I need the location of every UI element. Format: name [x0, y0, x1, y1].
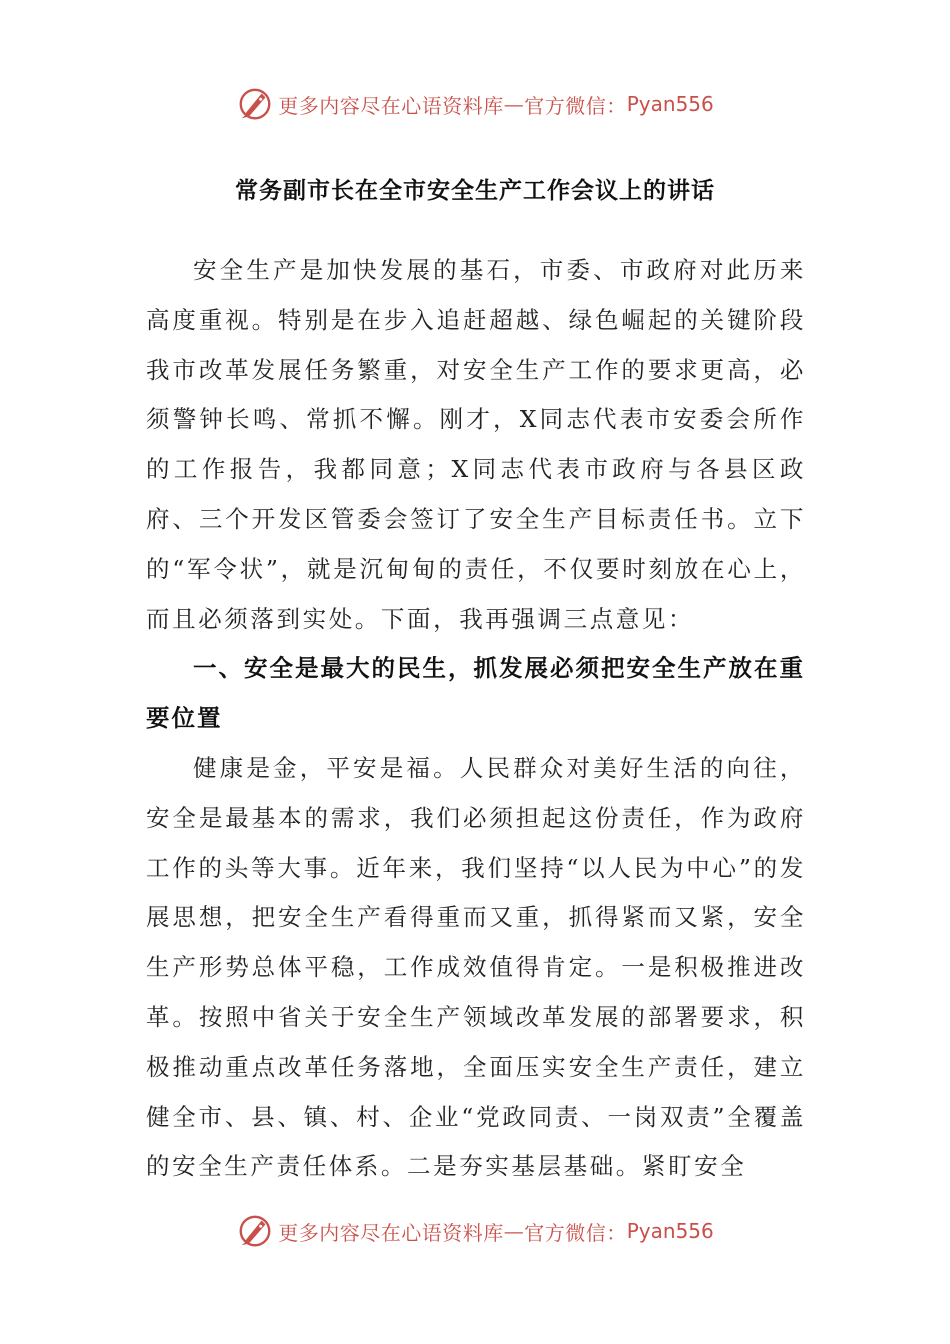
banner-separator: — — [503, 1219, 525, 1243]
banner-separator: — — [503, 92, 525, 116]
banner-wechat-label: 官方微信： — [524, 1220, 627, 1245]
banner-wechat-id: Pyan556 — [626, 1219, 714, 1243]
document-title: 常务副市长在全市安全生产工作会议上的讲话 — [235, 178, 715, 204]
banner-wechat-id: Pyan556 — [626, 92, 714, 116]
section-heading: 一、安全是最大的民生，抓发展必须把安全生产放在重要位置 — [146, 654, 805, 733]
banner-brand-text: 更多内容尽在心语资料库 — [278, 1220, 504, 1245]
document-body — [146, 246, 806, 1192]
footer-watermark-banner — [0, 1209, 950, 1253]
header-watermark-banner — [0, 82, 950, 126]
body-paragraph: 健康是金，平安是福。人民群众对美好生活的向往，安全是最基本的需求，我们必须担起这份责任，作为政府工作的头等大事。近年来，我们坚持“以人民为中心”的发展思想，把安全生产看得重而又重，抓得紧而又紧，安全生产形势总体平稳，工作成效值得肯定。一是积极推进改革。按照中省关于安全生产领域改革发展的部署要求，积极推动重点改革任务落地，全面压实安全生产责任，建立健全市、县、镇、村、企业“党政同责、一岗双责”全覆盖的安全生产责任体系。二是夯实基层基础。紧盯安全 — [146, 753, 806, 1181]
pen-nib-logo-icon — [236, 1212, 274, 1250]
pen-nib-logo-icon — [236, 85, 274, 123]
banner-brand-text: 更多内容尽在心语资料库 — [278, 93, 504, 118]
body-paragraph: 安全生产是加快发展的基石，市委、市政府对此历来高度重视。特别是在步入追赶超越、绿色崛起的关键阶段我市改革发展任务繁重，对安全生产工作的要求更高，必须警钟长鸣、常抓不懈。刚才，X同志代表市安委会所作的工作报告，我都同意；X同志代表市政府与各县区政府、三个开发区管委会签订了安全生产目标责任书。立下的“军令状”，就是沉甸甸的责任，不仅要时刻放在心上，而且必须落到实处。下面，我再强调三点意见： — [146, 256, 806, 633]
banner-wechat-label: 官方微信： — [524, 93, 627, 118]
